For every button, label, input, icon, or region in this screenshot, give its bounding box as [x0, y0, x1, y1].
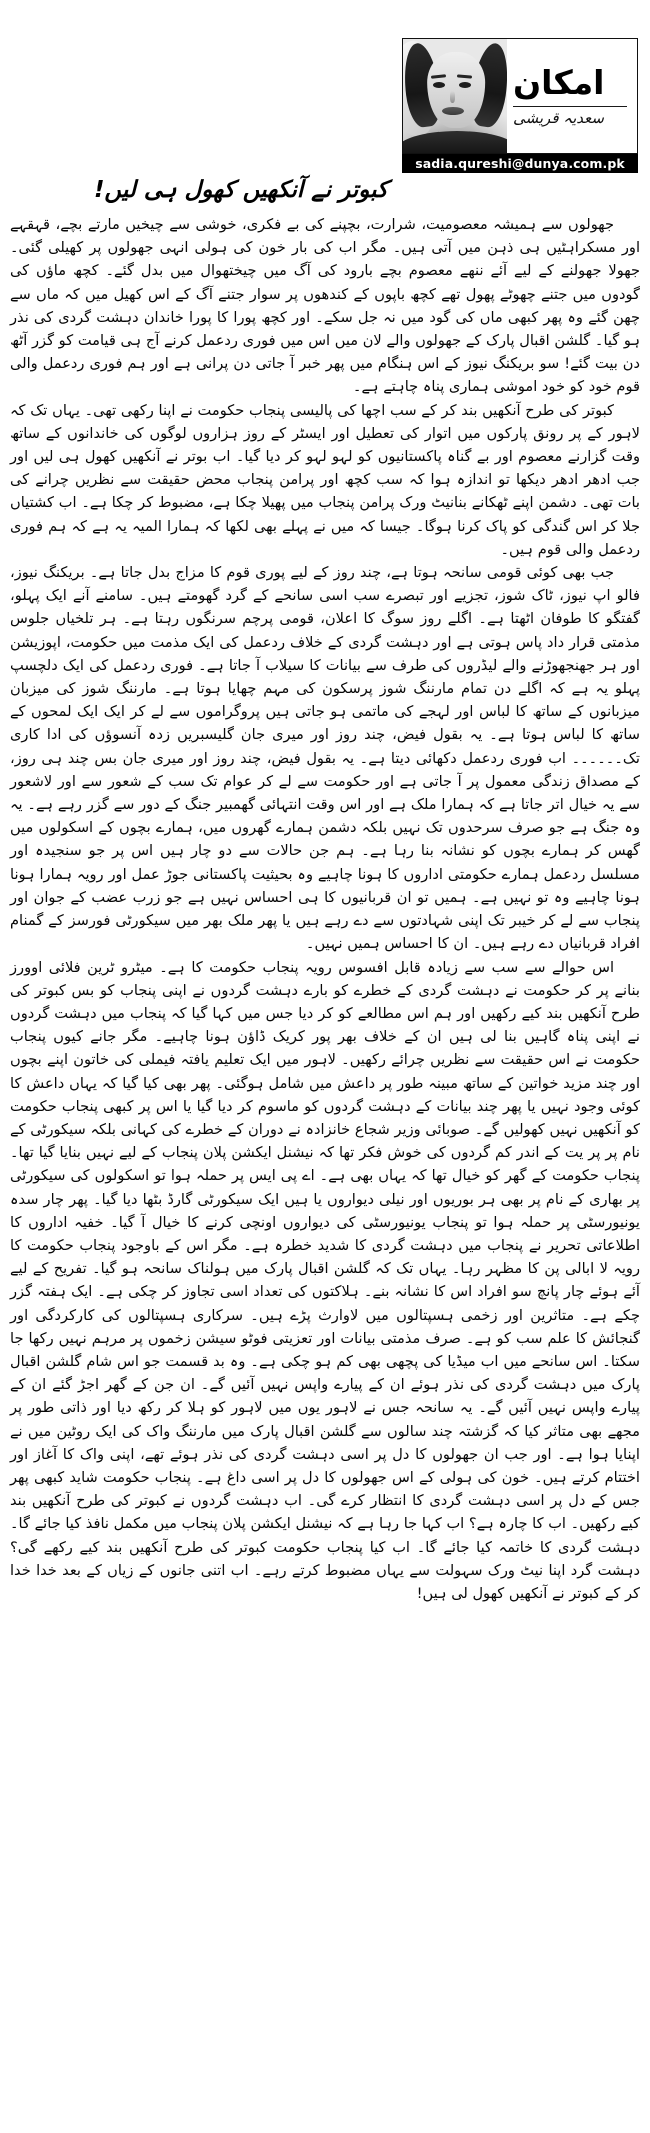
article-body — [10, 213, 640, 1605]
portrait-lips — [442, 107, 464, 115]
column-masthead — [402, 38, 638, 154]
author-name: سعدیہ قریشی — [513, 108, 604, 127]
portrait-shoulders — [403, 131, 507, 153]
portrait-eye-right — [459, 82, 471, 88]
masthead-divider — [513, 106, 627, 107]
portrait-eye-left — [433, 82, 445, 88]
author-portrait — [403, 39, 507, 153]
portrait-face — [427, 52, 485, 128]
article-paragraph: جھولوں سے ہمیشہ معصومیت، شرارت، بچپنے کی بے فکری، خوشی سے چیخیں مارتے بچے، قہقہے اور مسکراہٹیں ہی ذہن میں آتی ہیں۔ مگر اب کی بار خون کی ہولی انہی جھولوں پر کھیلی گئی۔ جھولا جھولنے کے لیے آئے ننھے معصوم بچے بارود کی آگ میں چیختھوال میں بدل گئے۔ کچھ ماؤں کی گودوں میں جتنے چھوٹے پھول تھے کچھ باپوں کے کندھوں پر سوار جتنے آگ کے اس کھیل میں کہ ماں سے چھن گئے وہ پھر کبھی ماں کی گود میں نہ جل سکے۔ اور کچھ پورا کا پورا خاندان دہشت گردی کی نذر ہو گیا۔ گلشن اقبال پارک کے جھولوں والے لان میں اس میں فوری ردعمل کرنے آج ہی قیامت کو گزر آٹھ دن بیت گئے! سو بریکنگ نیوز کے اس ہنگام میں پھر خبر آ جاتی دن پرانی ہے اور ہم فوری ردعمل والی قوم خود کو خود اموشی ہماری پناہ چاہتے ہے۔ — [10, 216, 640, 396]
portrait-nose — [450, 91, 455, 103]
masthead-text-block — [507, 39, 637, 153]
article-paragraph: اس حوالے سے سب سے زیادہ قابل افسوس رویہ پنجاب حکومت کا ہے۔ میٹرو ٹرین فلائی اوورز بنانے پر کر حکومت نے دہشت گردی کے خطرے کو بارے دہشت گردوں نے اپنی پنجاب کو بس کبوتر کی طرح آنکھیں بند کیے رکھیں اور ہم اس مطالعے کو کر دیا جس میں کہا گیا کہ پنجاب میں دہشت گردوں نے اپنی پناہ گاہیں بنا لی ہیں ان کے خلاف بھر پور کریک ڈاؤن ہونا چاہیے۔ مگر جانے کیوں پنجاب حکومت نے اس حقیقت سے نظریں چرائے رکھیں۔ لاہور میں ایک تعلیم یافتہ فیملی کی خاتون اپنے بچوں اور چند مزید خواتین کے ساتھ مبینہ طور پر داعش میں شامل ہوگئی۔ پھر بھی کیا گیا کہ یہاں داعش کا کوئی وجود نہیں یا پھر چند بیانات کے دہشت گردوں کو ماسوم کر دیا گیا یا اس پر کبھی پنجاب حکومت کو آنکھیں نہیں کھولیں گے۔ صوبائی وزیر شجاع خانزادہ نے دوران کے خطرے کی کہانی بلکہ سیکورٹی کے نام پر پر یت کے اندر کم گردوں کی خوش فکر تھا کہ نیشنل ایکشن پلان پنجاب کے لیے نہیں بنایا گیا تھا۔ پنجاب حکومت کے گھر کو خیال تھا کہ یہاں بھی ہے۔ اے پی ایس پر حملہ ہوا تو اسکولوں کی سیکورٹی پر بھاری کے نام پر بھی ہر بوریوں اور نیلی دیواروں یا ہیں ایک سیکورٹی گارڈ بٹھا دیا گیا۔ پھر چار سدہ یونیورسٹی پر حملہ ہوا تو پنجاب یونیورسٹی کی دیواروں اونچی کرنے کا خیال آ گیا۔ خفیہ اداروں کا اطلاعاتی تحریر نے پنجاب میں دہشت گردی کا شدید خطرہ ہے۔ مگر اس کے باوجود پنجاب حکومت کا رویہ لا ابالی پن کا مظہر رہا۔ یہاں تک کہ گلشن اقبال پارک میں ہولناک سانحہ ہو گیا۔ تفریح کے لیے آئے ہوئے چار پانچ سو افراد اس کا نشانہ بنے۔ ہلاکتوں کی تعداد اسی تجاوز کر چکی ہے۔ ایک ہفتہ گزر چکے ہے۔ متاثرین اور زخمی ہسپتالوں میں لاوارث پڑے ہیں۔ سرکاری ہسپتالوں کی کارکردگی اور گنجائش کا علم سب کو ہے۔ صرف مذمتی بیانات اور تعزیتی فوٹو سیشن زخموں پر مرہم نہیں رکھا جا سکتا۔ اس سانحے میں اب میڈیا کی پچھی بھی کم ہو چکی ہے۔ وہ بد قسمت جو اس شام گلشن اقبال پارک میں دہشت گردی کی نذر ہوئے ان کے پیارے واپس نہیں آئیں گے۔ ان جن کے گھر اجڑ گئے ان کے پیارے واپس نہیں آئیں گے۔ یہ سانحہ جس نے لاہور یوں میں لاہور کو ہلا کر رکھ دیا اور ذاتی طور پر مجھے بھی متاثر کیا کہ گزشتہ چند سالوں سے گلشن اقبال پارک میں مارننگ واک کی ایک روٹین میں نے اپنایا ہوا ہے۔ اور جب ان جھولوں کا دل پر اسی دہشت گردی کی نذر ہوئے تھے، اپنی واک کا آغاز اور اختتام کرتے ہیں۔ خون کی ہولی کے اس جھولوں کا دل پر اسی داغ ہے۔ پنجاب حکومت شاید کبھی پھر جس کے دل پر اسی دہشت گردی کا انتظار کرے گی۔ اب دہشت گردوں نے کبوتر کی طرح آنکھیں بند کیے رکھیں۔ اب کا چارہ ہے؟ اب کہا جا رہا ہے کہ نیشنل ایکشن پلان پنجاب میں مکمل نافذ کیا جائے گا۔ دہشت گردی کا خاتمہ کیا جائے گا۔ اب کیا پنجاب حکومت کبوتر کی طرح آنکھیں بند کیے رکھے گی؟ دہشت گرد اپنا نیٹ ورک سہولت سے یہاں مضبوط کرتے رہے۔ اب اتنی جانوں کے زیاں کے بعد خدا خدا کر کے کبوتر نے آنکھیں کھول لی ہیں! — [10, 958, 640, 1602]
author-email-text: sadia.qureshi@dunya.com.pk — [415, 156, 625, 171]
article-paragraph: جب بھی کوئی قومی سانحہ ہوتا ہے، چند روز کے لیے پوری قوم کا مزاج بدل جاتا ہے۔ بریکنگ نیوز، فالو اپ نیوز، ٹاک شوز، تجزیے اور تبصرے سب اسی سانحے کے گرد گھومتے ہیں۔ سامنے آنے ایک پہلو، گفتگو کا طوفان اٹھتا ہے۔ اگلے روز سوگ کا اعلان، قومی پرچم سرنگوں رہتا ہے۔ ہر تلخیاں جلوس مذمتی قرار داد پاس ہوتی ہے اور دہشت گردی کے خلاف ردعمل کی ایک مذمت میں حکومت، اپوزیشن اور ہر جھنجھوڑنے والے لیڈروں کی طرف سے بیانات کا سیلاب آ جاتا ہے۔ فوری ردعمل کی ایک دلچسپ پہلو یہ ہے کہ اگلے دن تمام مارننگ شوز پرسکون کی مہم چھایا ہوتا ہے۔ مارننگ شوز کی میزبان میزبانوں کے ساتھ کا لباس اور لہجے کی ماتمی ہو جاتی ہیں پروگراموں سے لے کر ایک ایک لمحوں کے ساتھ کا لباس ہوتا ہے۔ یہ بقول فیض، چند روز اور میری جان گلیسبریں زدہ آنسوؤں کی ادا کاری تک۔۔۔۔۔۔ اب فوری ردعمل دکھائی دیتا ہے۔ یہ بقول فیض، چند روز اور میری جان بس چند ہی روز، کے مصداق زندگی معمول پر آ جاتی ہے اور حکومت سے لے کر عوام تک سب کے شعور سے اور لاشعور سے یہ خیال اتر جاتا ہے کہ ہمارا ملک ہے اور اس وقت انتہائی گھمبیر جنگ کے دور سے گزر رہے ہے۔ یہ وہ جنگ ہے جو صرف سرحدوں تک نہیں بلکہ دشمن ہمارے گھروں میں، ہمارے بچوں کے اسکولوں میں گھس کر ہمارے بچوں کو نشانہ بنا رہا ہے۔ ہم جن حالات سے دو چار ہیں اس پر جو سنجیدہ اور مسلسل ردعمل ہمارے حکومتی اداروں کا ہونا چاہیے وہ بحیثیت پاکستانی جوڑ عمل اور رویہ ہمارا ہونا ہونا چاہیے وہ تو نہیں ہے۔ ہمیں تو ان قربانیوں کا ہی احساس نہیں ہے جو زرب عضب کے جوان اور پنجاب سے لے کر خیبر تک اپنی شہادتوں سے دے رہے ہیں یا پھر ملک بھر میں سیکورٹی فورسز کے گمنام افراد قربانیاں دے رہے ہیں۔ ان کا احساس ہمیں نہیں۔ — [10, 564, 640, 953]
column-title: امکان — [513, 62, 605, 102]
article-paragraph: کبوتر کی طرح آنکھیں بند کر کے سب اچھا کی پالیسی پنجاب حکومت نے اپنا رکھی تھی۔ یہاں تک کہ لاہور کے پر رونق پارکوں میں اتوار کی تعطیل اور ایسٹر کے روز ہزاروں لوگوں کی خاندانوں کے ساتھ وقت گزارنے معصوم اور بے گناہ پاکستانیوں کو لہو لہو کر دیا گیا۔ اب بوتر نے آنکھیں کھول ہی لیں اور جب ادھر ادھر دیکھا تو اندازہ ہوا کہ سب کچھ اور پرامن پنجاب محض حقیقت سے نظریں چرانے کی بات تھی۔ دشمن اپنے ٹھکانے بنانیٹ ورک پرامن پنجاب میں پھیلا چکا ہے، مضبوط کر چکا ہے۔ اب کشتیاں جلا کر اس گندگی کو پاک کرنا ہوگا۔ جیسا کہ میں نے پہلے بھی لکھا کہ ہمارا المیہ یہ ہے کہ ہم فوری ردعمل والی قوم ہیں۔ — [10, 401, 640, 558]
author-email-bar[interactable] — [402, 154, 638, 173]
article-headline: کبوتر نے آنکھیں کھول ہی لیں! — [93, 177, 388, 203]
